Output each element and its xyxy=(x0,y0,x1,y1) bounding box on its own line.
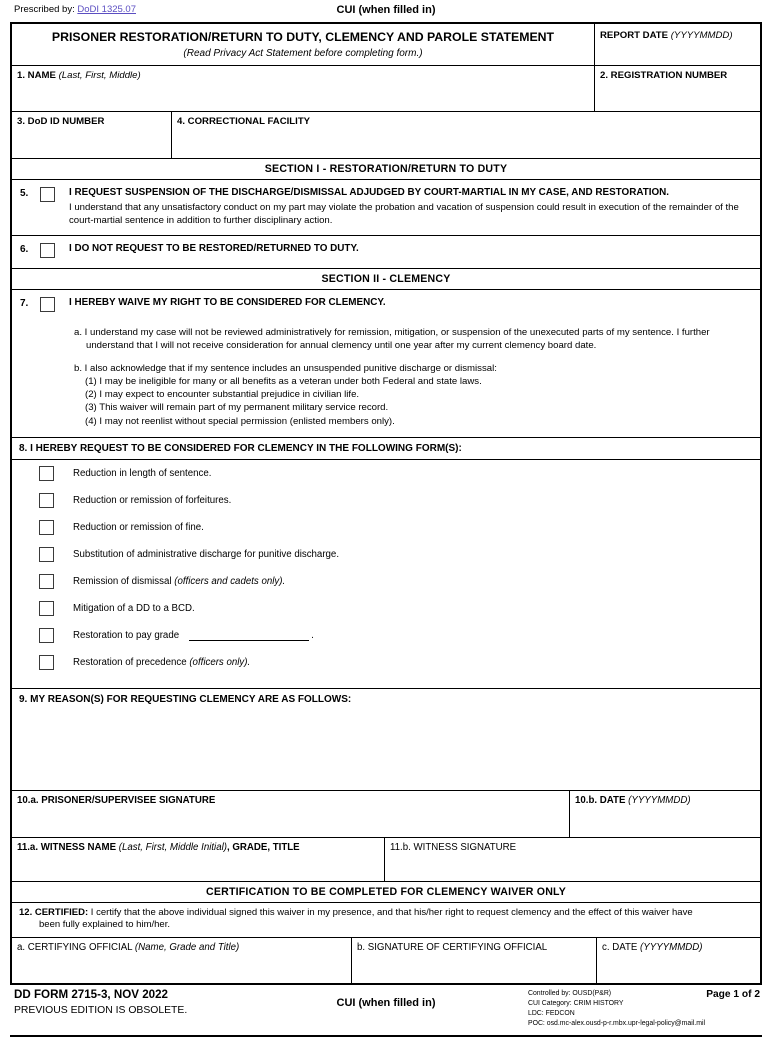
item-8-option-2-label: Reduction or remission of forfeitures. xyxy=(73,494,232,506)
cui-footer-banner: CUI (when filled in) xyxy=(336,997,436,1009)
s11b-label: 11.b. WITNESS SIGNATURE xyxy=(390,841,517,853)
prescribed-by xyxy=(14,4,136,15)
checkbox-item-7[interactable] xyxy=(40,297,55,312)
item-8-option-5-text: Remission of dismissal xyxy=(73,575,175,587)
item-8-option-7[interactable] xyxy=(12,628,760,655)
dodi-reference-link[interactable]: DoDI 1325.07 xyxy=(77,4,136,15)
name-field[interactable] xyxy=(12,66,595,111)
facility-label: 4. CORRECTIONAL FACILITY xyxy=(177,116,311,128)
report-date-label: REPORT DATE xyxy=(600,30,669,41)
signature-row-10 xyxy=(12,790,760,837)
item-8-option-8-label xyxy=(54,655,250,668)
item-7-paragraph-b: b. I also acknowledge that if my sentence includes an unsuspended punitive discharge or dismissal: xyxy=(74,362,497,374)
s10a-label: 10.a. PRISONER/SUPERVISEE SIGNATURE xyxy=(17,794,216,806)
form-identifier: DD FORM 2715-3, NOV 2022 xyxy=(14,988,168,1001)
s11a-hint: (Last, First, Middle Initial) xyxy=(118,841,227,853)
item-12-number: 12. CERTIFIED: xyxy=(19,906,89,918)
item-7-heading: I HEREBY WAIVE MY RIGHT TO BE CONSIDERED FOR CLEMENCY. xyxy=(69,297,386,309)
pay-grade-input-line[interactable] xyxy=(189,631,309,641)
checkbox-item-5[interactable] xyxy=(40,187,55,202)
form-footer xyxy=(10,987,762,1037)
item-8-option-5-label xyxy=(54,574,285,587)
section-1-header: SECTION I - RESTORATION/RETURN TO DUTY xyxy=(12,158,760,180)
item-8-option-5[interactable] xyxy=(12,574,760,601)
signature-row-11 xyxy=(12,837,760,881)
item-8-option-1-label: Reduction in length of sentence. xyxy=(73,467,212,479)
item-8-option-8[interactable] xyxy=(12,655,760,682)
item-8-heading: 8. I HEREBY REQUEST TO BE CONSIDERED FOR CLEMENCY IN THE FOLLOWING FORM(S): xyxy=(12,437,760,460)
cert-b-label: b. SIGNATURE OF CERTIFYING OFFICIAL xyxy=(357,942,548,953)
item-9-heading: 9. MY REASON(S) FOR REQUESTING CLEMENCY ARE AS FOLLOWS: xyxy=(19,693,352,705)
checkbox-reduction-remission-forfeitures[interactable] xyxy=(39,493,54,508)
item-7-paragraph-a: a. I understand my case will not be reviewed administratively for remission, mitigation, or suspension of the unexecuted parts of my sentence. I further understand that I will not receive consideration for annual clemency until one year after my current clemency board date. xyxy=(74,327,710,352)
report-date-format: (YYYYMMDD) xyxy=(670,30,733,41)
top-banner xyxy=(10,0,762,22)
ldc-marking: LDC: FEDCON xyxy=(528,1010,575,1017)
item-9[interactable] xyxy=(12,688,760,790)
name-registration-row xyxy=(12,65,760,111)
cui-header-banner: CUI (when filled in) xyxy=(336,4,436,16)
item-8-option-4[interactable] xyxy=(12,547,760,574)
checkbox-substitution-admin-discharge[interactable] xyxy=(39,547,54,562)
checkbox-remission-of-dismissal[interactable] xyxy=(39,574,54,589)
name-label: 1. NAME xyxy=(17,70,56,82)
item-8-option-7-text: Restoration to pay grade xyxy=(73,629,180,641)
item-6-heading: I DO NOT REQUEST TO BE RESTORED/RETURNED TO DUTY. xyxy=(69,243,359,255)
certification-header: CERTIFICATION TO BE COMPLETED FOR CLEMENCY WAIVER ONLY xyxy=(12,881,760,903)
item-8-option-2[interactable] xyxy=(12,493,760,520)
item-7-b-4: (4) I may not reenlist without special permission (enlisted members only). xyxy=(85,415,395,427)
item-8-option-6-label: Mitigation of a DD to a BCD. xyxy=(73,602,195,614)
cui-category: CUI Category: CRIM HISTORY xyxy=(528,1000,624,1007)
item-8-option-3[interactable] xyxy=(12,520,760,547)
item-5-checkbox-wrap[interactable] xyxy=(40,187,66,228)
report-date-field[interactable] xyxy=(595,24,760,65)
previous-edition-note: PREVIOUS EDITION IS OBSOLETE. xyxy=(14,1005,188,1016)
form-body xyxy=(10,22,762,985)
s10b-hint: (YYYYMMDD) xyxy=(628,794,691,806)
item-8-option-7-label xyxy=(54,628,314,641)
item-12-text-line2: been fully explained to him/her. xyxy=(39,919,170,931)
item-7-paragraph-b-wrap xyxy=(12,362,760,428)
checkbox-restoration-to-pay-grade[interactable] xyxy=(39,628,54,643)
page-title: PRISONER RESTORATION/RETURN TO DUTY, CLEMENCY AND PAROLE STATEMENT xyxy=(51,30,555,44)
checkbox-reduction-remission-fine[interactable] xyxy=(39,520,54,535)
section-2-header: SECTION II - CLEMENCY xyxy=(12,269,760,290)
dod-id-field[interactable] xyxy=(12,112,172,158)
certifying-signature-field[interactable] xyxy=(352,938,597,983)
registration-number-field[interactable] xyxy=(595,66,760,111)
certifying-official-field[interactable] xyxy=(12,938,352,983)
correctional-facility-field[interactable] xyxy=(172,112,760,158)
controlled-by: Controlled by: OUSD(P&R) xyxy=(528,990,612,997)
item-8-option-3-label: Reduction or remission of fine. xyxy=(73,521,204,533)
item-7 xyxy=(12,290,760,437)
item-5 xyxy=(12,180,760,236)
item-5-heading: I REQUEST SUSPENSION OF THE DISCHARGE/DISMISSAL ADJUDGED BY COURT-MARTIAL IN MY CASE, AND RESTORATION. xyxy=(69,187,670,199)
poc-contact: POC: osd.mc-alex.ousd-p-r.mbx.upr-legal-policy@mail.mil xyxy=(528,1020,706,1027)
item-8-option-7-period: . xyxy=(311,629,314,641)
s11a-label: 11.a. WITNESS NAME xyxy=(17,841,117,853)
item-12 xyxy=(12,903,760,938)
form-subtitle: (Read Privacy Act Statement before completing form.) xyxy=(183,48,423,60)
item-12-text: I certify that the above individual signed this waiver in my presence, and that his/her right to request clemency and the effect of this waiver have xyxy=(88,906,693,918)
item-7-b-3: (3) This waiver will remain part of my permanent military service record. xyxy=(85,402,389,414)
name-hint: (Last, First, Middle) xyxy=(58,70,141,82)
dod-id-label: 3. DoD ID NUMBER xyxy=(17,116,105,128)
witness-signature-field[interactable] xyxy=(385,838,760,881)
prisoner-signature-field[interactable] xyxy=(12,791,570,837)
prisoner-date-field[interactable] xyxy=(570,791,760,837)
item-7-b-1: (1) I may be ineligible for many or all benefits as a veteran under both Federal and state laws. xyxy=(85,375,482,387)
item-8-option-6[interactable] xyxy=(12,601,760,628)
item-6 xyxy=(12,236,760,269)
dodid-facility-row xyxy=(12,111,760,158)
item-8-option-4-label: Substitution of administrative discharge for punitive discharge. xyxy=(73,548,340,560)
item-7-checkbox-wrap[interactable] xyxy=(40,297,66,315)
checkbox-mitigation-dd-to-bcd[interactable] xyxy=(39,601,54,616)
witness-name-field[interactable] xyxy=(12,838,385,881)
cert-a-hint: (Name, Grade and Title) xyxy=(134,942,240,953)
item-6-number: 6. xyxy=(20,244,29,256)
page-number: Page 1 of 2 xyxy=(706,989,760,1000)
item-8-options xyxy=(12,460,760,688)
item-5-number: 5. xyxy=(20,188,29,200)
prescribed-by-label: Prescribed by: xyxy=(14,4,75,15)
checkbox-restoration-of-precedence[interactable] xyxy=(39,655,54,670)
registration-label: 2. REGISTRATION NUMBER xyxy=(600,70,728,82)
s11a-label-tail: , GRADE, TITLE xyxy=(226,841,300,853)
item-8-option-8-text: Restoration of precedence xyxy=(73,656,190,668)
item-8-option-8-note: (officers only). xyxy=(189,656,251,668)
cert-c-hint: (YYYYMMDD) xyxy=(640,942,703,953)
checkbox-item-6[interactable] xyxy=(40,243,55,258)
certifying-date-field[interactable] xyxy=(597,938,760,983)
item-8-option-5-note: (officers and cadets only). xyxy=(174,575,286,587)
item-7-heading-row xyxy=(12,290,760,317)
item-5-body: I understand that any unsatisfactory conduct on my part may violate the probation and vacation of suspension could result in execution of the remainder of the court-martial sentence in addition to further disciplinary action. xyxy=(69,202,739,227)
item-7-number: 7. xyxy=(20,298,29,310)
cert-c-label: c. DATE xyxy=(602,942,638,953)
checkbox-reduction-length-of-sentence[interactable] xyxy=(39,466,54,481)
item-7-paragraph-a-wrap xyxy=(12,326,760,352)
item-7-b-2: (2) I may expect to encounter substantial prejudice in civilian life. xyxy=(85,389,360,401)
form-title-block xyxy=(12,24,595,65)
form-title-row xyxy=(12,24,760,65)
footer-control-block xyxy=(527,989,762,1029)
s10b-label: 10.b. DATE xyxy=(575,794,626,806)
cert-a-label: a. CERTIFYING OFFICIAL xyxy=(17,942,133,953)
certification-fields-row xyxy=(12,938,760,983)
item-8-option-1[interactable] xyxy=(12,466,760,493)
item-6-checkbox-wrap[interactable] xyxy=(40,243,66,261)
